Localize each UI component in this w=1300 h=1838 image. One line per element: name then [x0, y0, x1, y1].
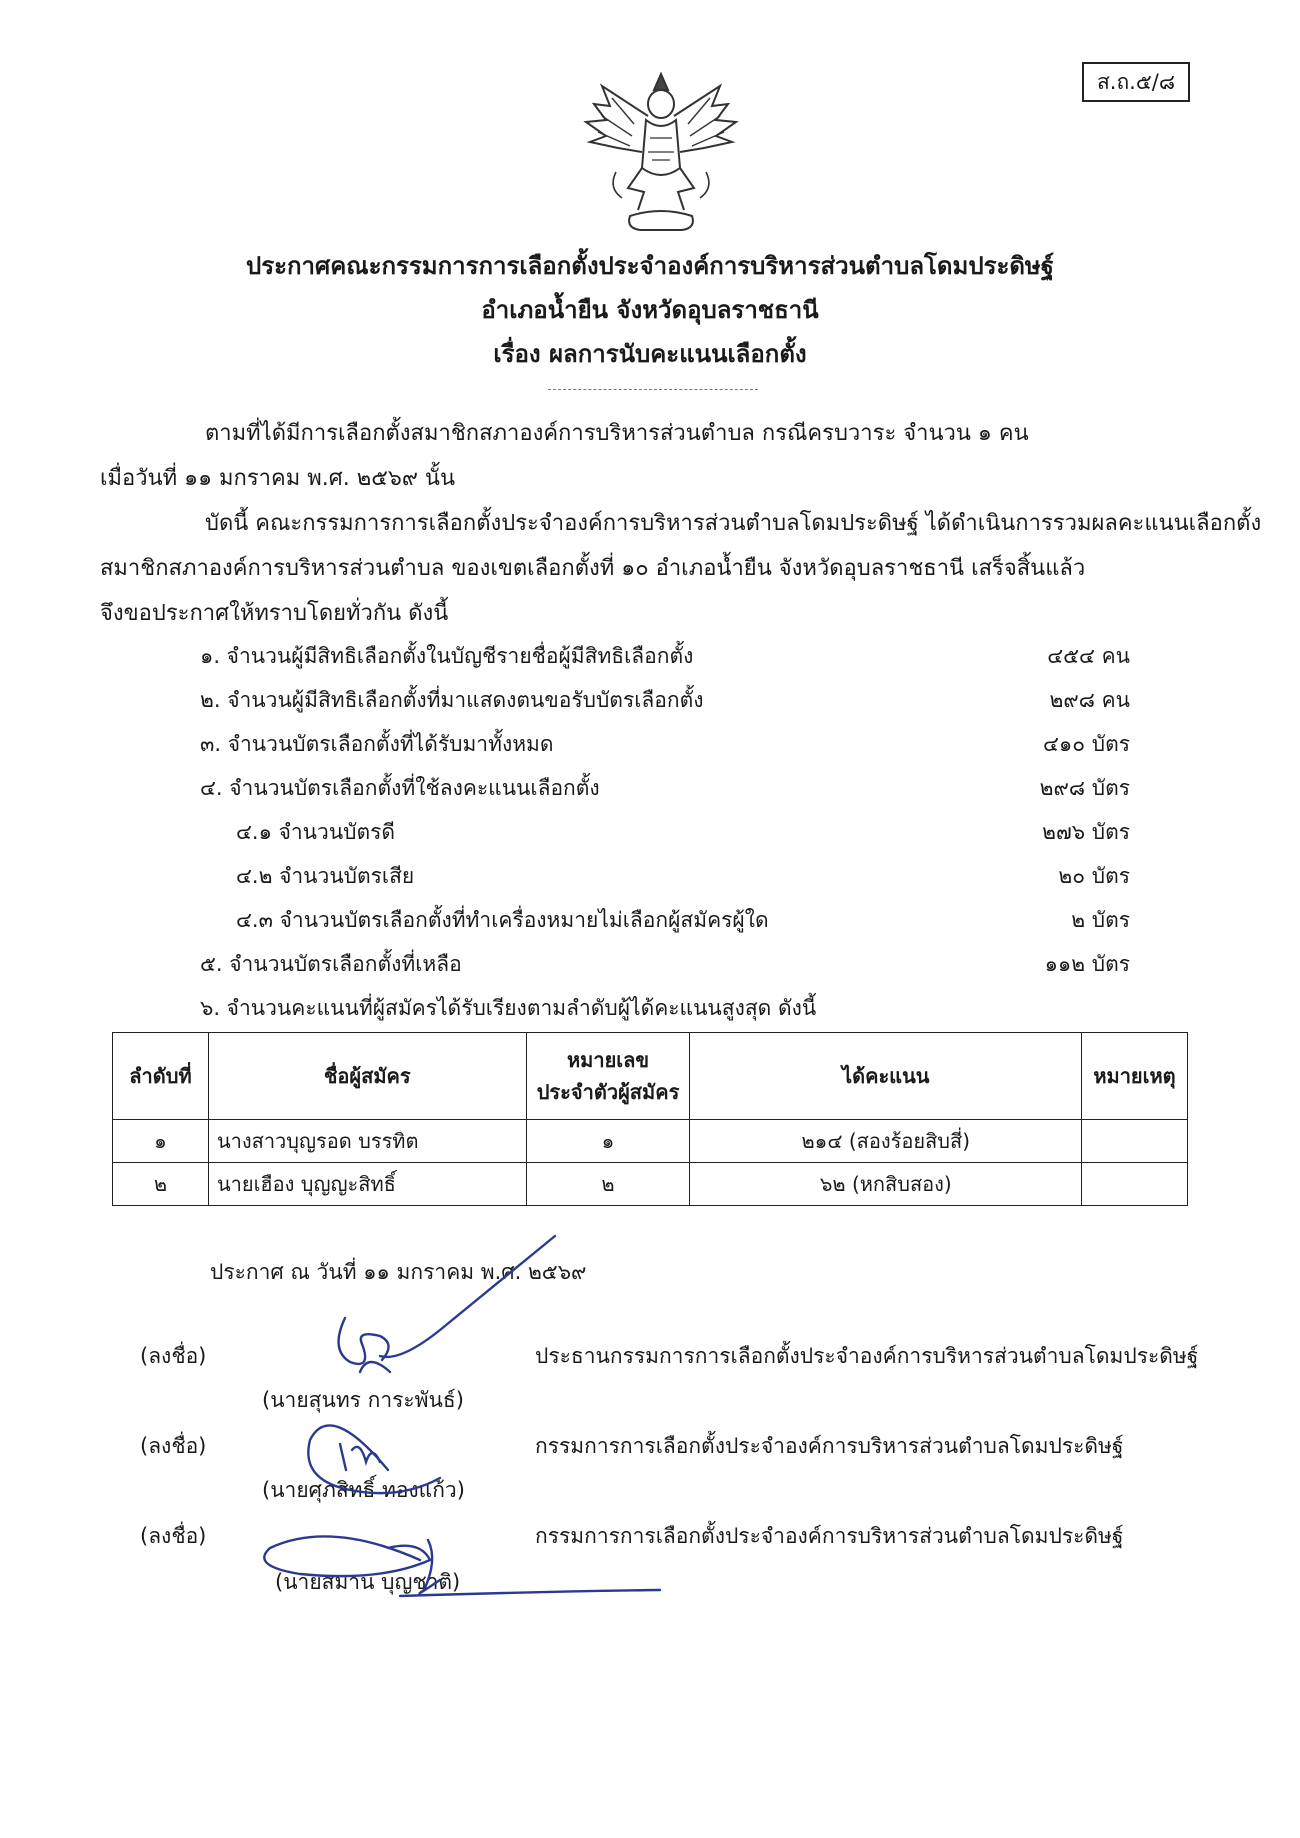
paragraph-1-line-1: ตามที่ได้มีการเลือกตั้งสมาชิกสภาองค์การบริหารส่วนตำบล กรณีครบวาระ จำนวน ๑ คน	[205, 421, 1029, 446]
stat-label-4-1: ๔.๑ จำนวนบัตรดี	[236, 820, 396, 844]
table-row	[113, 1163, 1188, 1206]
form-code-box	[1082, 62, 1190, 102]
cell-rank: ๒	[113, 1163, 209, 1206]
results-table	[112, 1032, 1188, 1206]
signature-2-role: กรรมการการเลือกตั้งประจำองค์การบริหารส่วนตำบลโดมประดิษฐ์	[535, 1434, 1124, 1458]
signature-1-sign-label: (ลงชื่อ)	[140, 1344, 207, 1368]
stat-value-2: ๒๙๘ คน	[1049, 688, 1130, 712]
cell-candidate-name: นายเฮือง บุญญะสิทธิ์	[208, 1163, 526, 1206]
signature-3-name: (นายสมาน บุญชาติ)	[275, 1570, 461, 1594]
stat-label-5: ๕. จำนวนบัตรเลือกตั้งที่เหลือ	[200, 952, 462, 976]
cell-rank: ๑	[113, 1120, 209, 1163]
stat-label-2: ๒. จำนวนผู้มีสิทธิเลือกตั้งที่มาแสดงตนขอรับบัตรเลือกตั้ง	[200, 688, 704, 712]
header-candidate-number	[526, 1033, 690, 1120]
announcement-date: ประกาศ ณ วันที่ ๑๑ มกราคม พ.ศ. ๒๕๖๙	[210, 1260, 587, 1284]
cell-votes: ๒๑๔ (สองร้อยสิบสี่)	[690, 1120, 1082, 1163]
stat-label-6: ๖. จำนวนคะแนนที่ผู้สมัครได้รับเรียงตามลำดับผู้ได้คะแนนสูงสุด ดังนี้	[200, 996, 817, 1020]
stat-label-4-3: ๔.๓ จำนวนบัตรเลือกตั้งที่ทำเครื่องหมายไม่เลือกผู้สมัครผู้ใด	[236, 908, 769, 932]
signature-2-sign-label: (ลงชื่อ)	[140, 1434, 207, 1458]
paragraph-2-line-2: สมาชิกสภาองค์การบริหารส่วนตำบล ของเขตเลือกตั้งที่ ๑๐ อำเภอน้ำยืน จังหวัดอุบลราชธานี เสร็จสิ้นแล้ว	[100, 556, 1086, 581]
stat-value-5: ๑๑๒ บัตร	[1044, 952, 1130, 976]
stat-value-4-2: ๒๐ บัตร	[1058, 864, 1130, 888]
header-votes: ได้คะแนน	[690, 1033, 1082, 1120]
signature-3-role: กรรมการการเลือกตั้งประจำองค์การบริหารส่วนตำบลโดมประดิษฐ์	[535, 1524, 1124, 1548]
stat-label-3: ๓. จำนวนบัตรเลือกตั้งที่ได้รับมาทั้งหมด	[200, 732, 554, 756]
cell-votes: ๖๒ (หกสิบสอง)	[690, 1163, 1082, 1206]
cell-candidate-number: ๑	[526, 1120, 690, 1163]
cell-candidate-name: นางสาวบุญรอด บรรทิต	[208, 1120, 526, 1163]
paragraph-1-line-2: เมื่อวันที่ ๑๑ มกราคม พ.ศ. ๒๕๖๙ นั้น	[100, 466, 455, 491]
stat-value-4: ๒๙๘ บัตร	[1039, 776, 1130, 800]
header-candidate-name: ชื่อผู้สมัคร	[208, 1033, 526, 1120]
header-candidate-number-line-2: ประจำตัวผู้สมัคร	[536, 1080, 680, 1104]
form-code: ส.ถ.๕/๘	[1096, 69, 1176, 94]
stat-label-1: ๑. จำนวนผู้มีสิทธิเลือกตั้งในบัญชีรายชื่อผู้มีสิทธิเลือกตั้ง	[200, 644, 694, 668]
cell-remark	[1081, 1163, 1187, 1206]
header-remark: หมายเหตุ	[1081, 1033, 1187, 1120]
signature-1-role: ประธานกรรมการการเลือกตั้งประจำองค์การบริหารส่วนตำบลโดมประดิษฐ์	[535, 1344, 1199, 1368]
header-candidate-number-line-1: หมายเลข	[566, 1048, 650, 1072]
heading-line-3: เรื่อง ผลการนับคะแนนเลือกตั้ง	[493, 340, 807, 368]
heading-divider	[548, 389, 758, 390]
paragraph-2-line-1: บัดนี้ คณะกรรมการการเลือกตั้งประจำองค์การบริหารส่วนตำบลโดมประดิษฐ์ ได้ดำเนินการรวมผลคะแนนเลือกตั้ง	[205, 511, 1262, 536]
table-header-row	[113, 1033, 1188, 1120]
paragraph-2-line-3: จึงขอประกาศให้ทราบโดยทั่วกัน ดังนี้	[100, 601, 449, 626]
signature-2-name: (นายศุภสิทธิ์ ทองแก้ว)	[262, 1478, 465, 1502]
table-row	[113, 1120, 1188, 1163]
stat-label-4: ๔. จำนวนบัตรเลือกตั้งที่ใช้ลงคะแนนเลือกตั้ง	[200, 776, 600, 800]
cell-candidate-number: ๒	[526, 1163, 690, 1206]
signature-1-name: (นายสุนทร การะพันธ์)	[262, 1388, 464, 1412]
stat-value-1: ๔๕๔ คน	[1047, 644, 1130, 668]
stat-value-4-1: ๒๗๖ บัตร	[1042, 820, 1130, 844]
signature-3-sign-label: (ลงชื่อ)	[140, 1524, 207, 1548]
heading-line-2: อำเภอน้ำยืน จังหวัดอุบลราชธานี	[481, 296, 819, 324]
heading-line-1: ประกาศคณะกรรมการการเลือกตั้งประจำองค์การบริหารส่วนตำบลโดมประดิษฐ์	[245, 252, 1054, 280]
stat-value-3: ๔๑๐ บัตร	[1043, 732, 1130, 756]
cell-remark	[1081, 1120, 1187, 1163]
stat-label-4-2: ๔.๒ จำนวนบัตรเสีย	[236, 864, 415, 888]
stat-value-4-3: ๒ บัตร	[1071, 908, 1130, 932]
header-rank: ลำดับที่	[113, 1033, 209, 1120]
garuda-emblem-icon	[572, 60, 750, 238]
